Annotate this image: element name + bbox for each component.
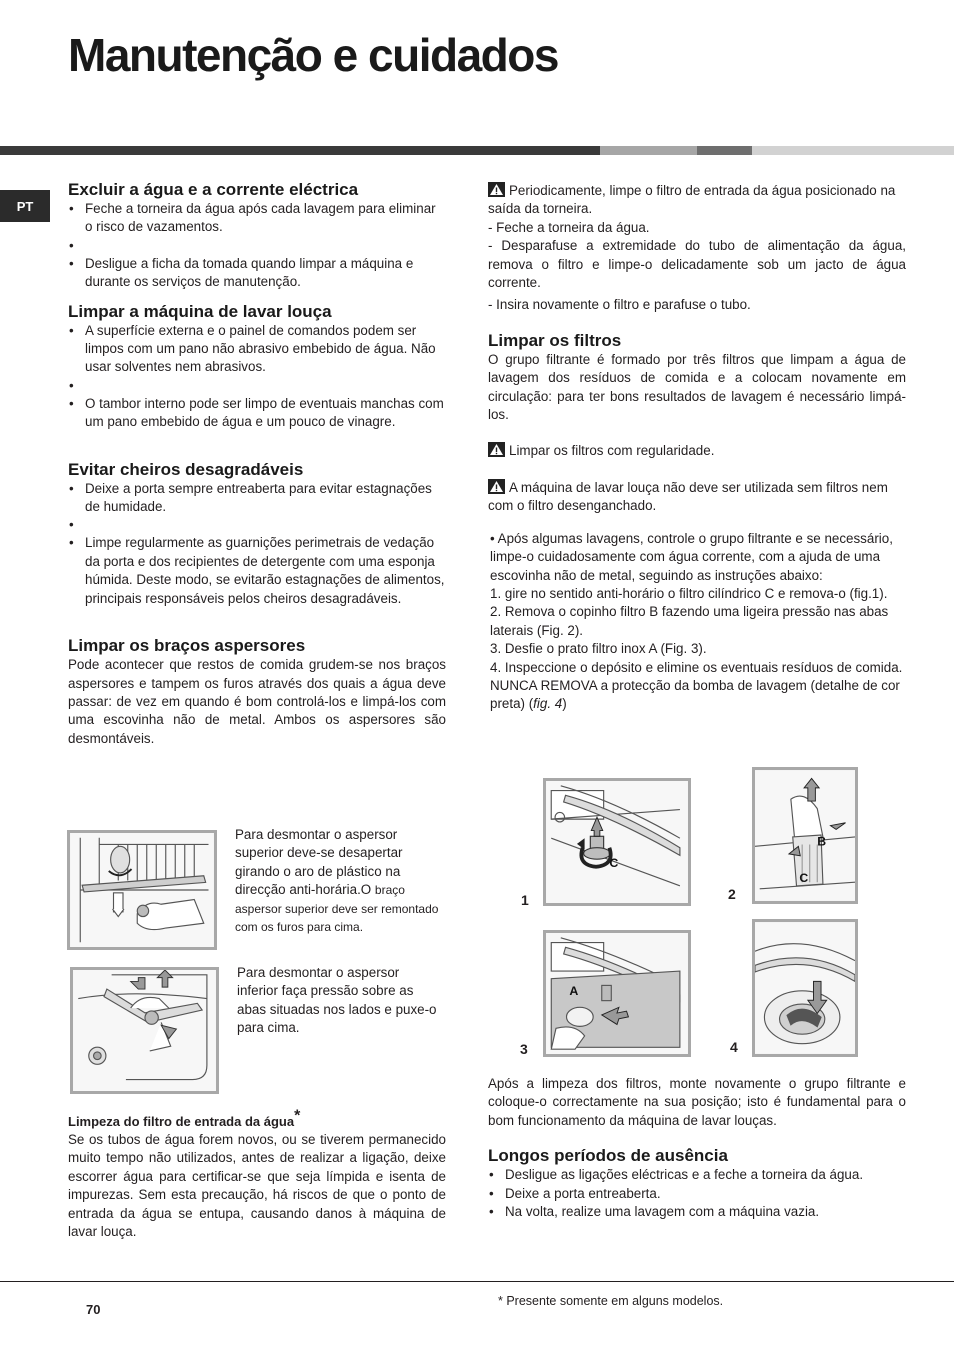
figure-number-2: 2 xyxy=(728,886,736,902)
water-intake-section xyxy=(68,1107,446,1241)
section-heading-odors: Evitar cheiros desagradáveis xyxy=(68,459,304,479)
intake-line: - Insira novamente o filtro e parafuse o tubo. xyxy=(488,297,751,313)
header-bar-seg xyxy=(697,146,752,155)
intake-line: Periodicamente, limpe o filtro de entrada da água posicionado na saída da torneira. xyxy=(488,183,896,217)
lower-spray-arm-illustration xyxy=(73,970,216,1091)
footnote-star: * xyxy=(294,1107,301,1125)
header-bar-light xyxy=(752,146,954,155)
header-bar-dark xyxy=(0,146,600,155)
list-item: • Feche a torneira da água após cada lavagem para eliminar o risco de vazamentos. xyxy=(68,200,446,237)
filter-cylinder-illustration xyxy=(546,781,688,903)
caption-text-small: braço aspersor superior deve ser remontado com os furos para cima. xyxy=(235,883,439,935)
after-cleaning-text: Após a limpeza dos filtros, monte novamente o grupo filtrante e coloque-o correctamente na sua posição; isto é fundamental para o bom funcionamento da máquina de lavar louças. xyxy=(488,1076,906,1128)
upper-spray-arm-caption xyxy=(235,826,440,936)
warning-triangle-icon xyxy=(488,182,505,197)
step-4-close: ) xyxy=(562,696,567,712)
steps-intro: • Após algumas lavagens, controle o grupo filtrante e se necessário, limpe-o cuidadosamente com água corrente, com a ajuda de uma escovinha não de metal, seguindo as instruções abaixo: xyxy=(490,530,893,583)
lower-spray-arm-caption: Para desmontar o aspersor inferior faça pressão sobre as abas situadas nos lados e puxe-o para cima. xyxy=(237,965,437,1036)
left-column xyxy=(68,180,446,748)
list-item: • Deixe a porta sempre entreaberta para evitar estagnações de humidade. xyxy=(68,480,446,517)
section-heading-absence: Longos períodos de ausência xyxy=(488,1146,728,1166)
list-item: • Limpe regularmente as guarnições perimetrais de vedação da porta e dos recipientes de detergente com uma esponja húmida. Deste modo, se evitarão estagnações de alimentos, principais responsáveis pelos cheiros desagradáveis. xyxy=(68,534,446,608)
bullet-list xyxy=(68,200,446,292)
header-bar-mid xyxy=(600,146,697,155)
filter-cup-illustration xyxy=(755,770,855,901)
figure-number-4: 4 xyxy=(730,1039,738,1055)
figure-number-3: 3 xyxy=(520,1041,528,1057)
bullet-list xyxy=(68,480,446,608)
section-heading-intake-filter xyxy=(68,1107,446,1131)
bullet-list xyxy=(488,1166,906,1221)
filter-figure-1 xyxy=(543,778,691,906)
figure-label-c: C xyxy=(799,871,809,886)
list-item: • Desligue a ficha da tomada quando limpar a máquina e durante os serviços de manutenção. xyxy=(68,255,446,292)
filter-figure-3 xyxy=(543,930,691,1057)
section-heading-filters: Limpar os filtros xyxy=(488,330,622,350)
figure-label-b: B xyxy=(817,834,827,849)
intake-filter-heading-text: Limpeza do filtro de entrada da água xyxy=(68,1114,295,1129)
filters-text: O grupo filtrante é formado por três filtros que limpam a água de lavagem dos resíduos de comida e a colocam novamente em circulação: para ter bons resultados de lavagem é necessário limpá-los. xyxy=(488,351,906,423)
language-tab: PT xyxy=(0,190,50,222)
section-heading-spray-arms: Limpar os braços aspersores xyxy=(68,636,306,656)
upper-spray-arm-figure xyxy=(67,830,217,950)
section-heading-clean-machine: Limpar a máquina de lavar louça xyxy=(68,301,332,321)
warning-triangle-icon xyxy=(488,479,505,494)
caption-text: Para desmontar o aspersor superior deve-se desapertar girando o aro de plástico na direcção anti-horária.O xyxy=(235,827,403,898)
filter-figure-4 xyxy=(752,919,858,1057)
list-item: • A superfície externa e o painel de comandos podem ser limpos com um pano não abrasivo embebido de água. Não usar solventes nem abrasivos. xyxy=(68,322,446,377)
upper-spray-arm-illustration xyxy=(70,833,214,947)
step-2: 2. Remova o copinho filtro B fazendo uma ligeira pressão nas abas laterais (Fig. 2). xyxy=(490,604,889,638)
pump-protection-illustration xyxy=(755,922,855,1054)
spacer xyxy=(68,237,446,255)
footnote: * Presente somente em alguns modelos. xyxy=(498,1294,724,1308)
page-number: 70 xyxy=(86,1302,101,1317)
figure-number-1: 1 xyxy=(521,892,529,908)
list-item: • Desligue as ligações eléctricas e a feche a torneira da água. xyxy=(488,1166,906,1184)
right-column xyxy=(488,182,906,714)
intake-line: - Feche a torneira da água. xyxy=(488,219,650,235)
bullet-list xyxy=(68,322,446,432)
step-4 xyxy=(490,659,906,714)
warning-text: A máquina de lavar louça não deve ser utilizada sem filtros nem com o filtro desenganchado. xyxy=(488,479,888,514)
list-item: • Na volta, realize uma lavagem com a máquina vazia. xyxy=(488,1203,906,1221)
page-title: Manutenção e cuidados xyxy=(68,29,558,81)
warning-text: Limpar os filtros com regularidade. xyxy=(509,443,715,459)
step-4-text: 4. Inspeccione o depósito e elimine os eventuais resíduos de comida. NUNCA REMOVA a protecção da bomba de lavagem (detalhe de cor preta) ( xyxy=(490,659,903,712)
spacer xyxy=(68,377,446,395)
section-heading-water-power: Excluir a água e a corrente eléctrica xyxy=(68,180,359,199)
filters-warning-1 xyxy=(488,442,906,460)
intake-instructions xyxy=(488,182,906,219)
figure-label-c: C xyxy=(609,855,619,870)
fig-reference: fig. 4 xyxy=(533,696,563,712)
lower-spray-arm-figure xyxy=(70,967,219,1094)
figure-label-a: A xyxy=(569,983,579,998)
step-3: 3. Desfie o prato filtro inox A (Fig. 3). xyxy=(490,641,707,657)
filters-warning-2 xyxy=(488,479,906,516)
list-item: • Deixe a porta entreaberta. xyxy=(488,1185,906,1203)
step-1: 1. gire no sentido anti-horário o filtro cilíndrico C e remova-o (fig.1). xyxy=(490,585,888,601)
intake-line: - Desparafuse a extremidade do tubo de alimentação da água, remova o filtro e limpe-o delicadamente sob um jacto de água corrente. xyxy=(488,238,906,291)
footer-rule xyxy=(0,1281,954,1282)
spray-arms-text: Pode acontecer que restos de comida grudem-se nos braços aspersores e tampem os furos através dos quais a água deve passar: de vez em quando é bom controlá-los e limpá-los com uma escovinha não de metal. Ambos os aspersores são desmontáveis. xyxy=(68,657,446,746)
intake-filter-text: Se os tubos de água forem novos, ou se tiverem permanecido muito tempo não utilizados, antes de realizar a ligação, deixe escorrer água para certificar-se que seja límpida e isenta de impurezas. Sem esta precaução, há riscos de que o ponto de entrada da água se entupa, causando danos à máquina de lavar louça. xyxy=(68,1132,446,1240)
spacer xyxy=(68,516,446,534)
filter-figure-2 xyxy=(752,767,858,904)
list-item: • O tambor interno pode ser limpo de eventuais manchas com um pano embebido de água e um pouco de vinagre. xyxy=(68,395,446,432)
filter-steps xyxy=(488,530,906,714)
warning-triangle-icon xyxy=(488,442,505,457)
filter-plate-illustration xyxy=(546,933,688,1054)
right-column-bottom xyxy=(488,1075,906,1221)
